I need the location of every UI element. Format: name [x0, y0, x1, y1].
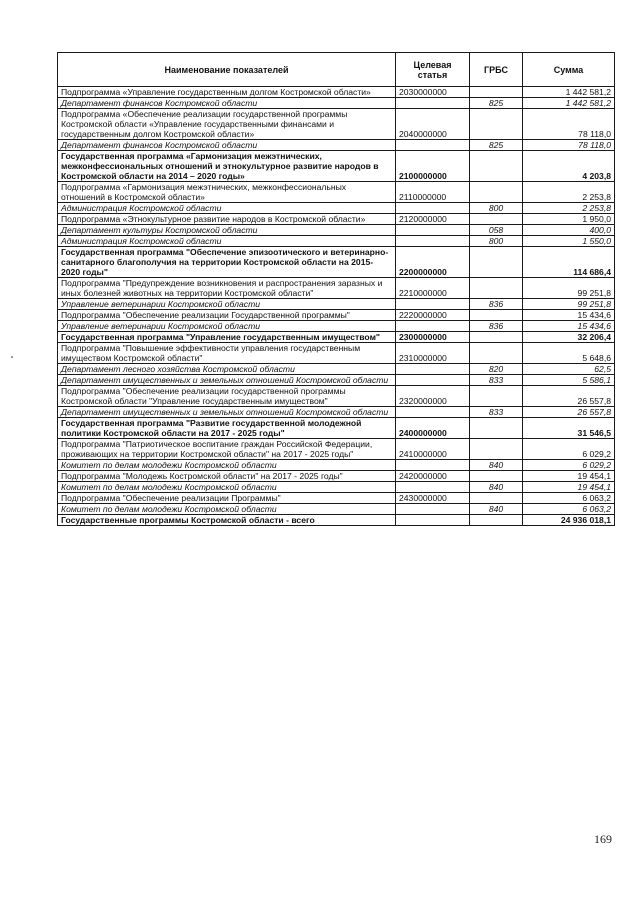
table-row: [58, 247, 615, 278]
row-grbs: [470, 182, 523, 203]
row-sum: 62,5: [523, 364, 615, 375]
row-grbs: 840: [470, 460, 523, 471]
table-row: [58, 310, 615, 321]
table-row: [58, 515, 615, 526]
row-name: Департамент культуры Костромской области: [58, 225, 396, 236]
scan-speck: [11, 356, 13, 358]
row-sum: 1 950,0: [523, 214, 615, 225]
row-name: Государственная программа «Гармонизация межэтнических, межконфессиональных отношений и этнокультурное развитие народов в Костромской области на 2014 – 2020 годы»: [58, 151, 396, 182]
row-target-article: [396, 407, 470, 418]
row-grbs: [470, 151, 523, 182]
table-row: [58, 214, 615, 225]
row-name: Государственная программа "Управление государственным имуществом": [58, 332, 396, 343]
row-grbs: [470, 493, 523, 504]
table-row: [58, 140, 615, 151]
row-target-article: [396, 460, 470, 471]
row-sum: 6 063,2: [523, 493, 615, 504]
row-target-article: 2120000000: [396, 214, 470, 225]
row-sum: 6 063,2: [523, 504, 615, 515]
row-target-article: [396, 321, 470, 332]
row-target-article: [396, 364, 470, 375]
row-target-article: 2210000000: [396, 278, 470, 299]
row-target-article: [396, 482, 470, 493]
table-row: [58, 364, 615, 375]
table-row: [58, 299, 615, 310]
row-target-article: 2300000000: [396, 332, 470, 343]
row-name: Департамент финансов Костромской области: [58, 98, 396, 109]
row-sum: 78 118,0: [523, 109, 615, 140]
row-sum: 4 203,8: [523, 151, 615, 182]
row-grbs: [470, 87, 523, 98]
row-grbs: [470, 471, 523, 482]
row-target-article: [396, 98, 470, 109]
row-grbs: 833: [470, 375, 523, 386]
table-row: [58, 471, 615, 482]
header-grbs: ГРБС: [470, 53, 523, 87]
row-sum: 99 251,8: [523, 299, 615, 310]
row-target-article: 2310000000: [396, 343, 470, 364]
header-name: Наименование показателей: [58, 53, 396, 87]
table-row: [58, 332, 615, 343]
row-sum: 6 029,2: [523, 439, 615, 460]
table-row: [58, 109, 615, 140]
budget-table: [57, 52, 615, 526]
table-row: [58, 278, 615, 299]
table-row: [58, 321, 615, 332]
row-grbs: 836: [470, 299, 523, 310]
row-sum: 26 557,8: [523, 386, 615, 407]
table-row: [58, 386, 615, 407]
row-grbs: [470, 343, 523, 364]
row-name: Государственная программа "Развитие государственной молодежной политики Костромской области на 2017 - 2025 годы": [58, 418, 396, 439]
row-target-article: 2320000000: [396, 386, 470, 407]
row-sum: 78 118,0: [523, 140, 615, 151]
row-grbs: 820: [470, 364, 523, 375]
row-name: Подпрограмма «Обеспечение реализации государственной программы Костромской области «Управление государственными финансами и государственным долгом Костромской области»: [58, 109, 396, 140]
row-sum: 1 442 581,2: [523, 98, 615, 109]
table-row: [58, 375, 615, 386]
row-sum: 1 442 581,2: [523, 87, 615, 98]
row-grbs: 840: [470, 504, 523, 515]
row-name: Комитет по делам молодежи Костромской области: [58, 504, 396, 515]
row-name: Администрация Костромской области: [58, 236, 396, 247]
row-name: Подпрограмма "Обеспечение реализации Программы": [58, 493, 396, 504]
table-row: [58, 407, 615, 418]
row-grbs: [470, 278, 523, 299]
row-target-article: 2200000000: [396, 247, 470, 278]
row-name: Департамент имущественных и земельных отношений Костромской области: [58, 407, 396, 418]
row-name: Подпрограмма "Молодежь Костромской области" на 2017 - 2025 годы": [58, 471, 396, 482]
row-target-article: [396, 203, 470, 214]
row-grbs: 833: [470, 407, 523, 418]
row-grbs: [470, 310, 523, 321]
row-sum: 1 550,0: [523, 236, 615, 247]
row-target-article: [396, 299, 470, 310]
row-name: Государственные программы Костромской области - всего: [58, 515, 396, 526]
row-target-article: [396, 375, 470, 386]
table-row: [58, 418, 615, 439]
row-grbs: 058: [470, 225, 523, 236]
row-sum: 5 648,6: [523, 343, 615, 364]
row-sum: 19 454,1: [523, 482, 615, 493]
table-row: [58, 87, 615, 98]
row-name: Подпрограмма «Гармонизация межэтнических, межконфессиональных отношений в Костромской области»: [58, 182, 396, 203]
row-sum: 32 206,4: [523, 332, 615, 343]
row-target-article: [396, 504, 470, 515]
row-target-article: 2100000000: [396, 151, 470, 182]
row-sum: 400,0: [523, 225, 615, 236]
row-name: Подпрограмма "Патриотическое воспитание граждан Российской Федерации, проживающих на территории Костромской области" на 2017 - 2025 годы": [58, 439, 396, 460]
row-grbs: 800: [470, 203, 523, 214]
row-target-article: 2430000000: [396, 493, 470, 504]
row-target-article: [396, 236, 470, 247]
row-target-article: [396, 140, 470, 151]
row-target-article: 2220000000: [396, 310, 470, 321]
row-name: Подпрограмма «Этнокультурное развитие народов в Костромской области»: [58, 214, 396, 225]
row-sum: 99 251,8: [523, 278, 615, 299]
table-body: [58, 87, 615, 526]
row-name: Подпрограмма "Предупреждение возникновения и распространения заразных и иных болезней животных на территории Костромской области": [58, 278, 396, 299]
table-row: [58, 460, 615, 471]
row-name: Подпрограмма "Обеспечение реализации государственной программы Костромской области "Управление государственным имуществом": [58, 386, 396, 407]
table-row: [58, 439, 615, 460]
row-sum: 114 686,4: [523, 247, 615, 278]
row-grbs: [470, 386, 523, 407]
table-row: [58, 482, 615, 493]
row-sum: 26 557,8: [523, 407, 615, 418]
row-target-article: 2040000000: [396, 109, 470, 140]
row-grbs: [470, 515, 523, 526]
row-grbs: 825: [470, 98, 523, 109]
row-name: Комитет по делам молодежи Костромской области: [58, 482, 396, 493]
row-grbs: [470, 418, 523, 439]
row-name: Комитет по делам молодежи Костромской области: [58, 460, 396, 471]
row-sum: 2 253,8: [523, 203, 615, 214]
row-name: Управление ветеринарии Костромской области: [58, 321, 396, 332]
row-target-article: [396, 515, 470, 526]
table-header-row: [58, 53, 615, 87]
row-sum: 19 454,1: [523, 471, 615, 482]
table-row: [58, 182, 615, 203]
row-target-article: 2410000000: [396, 439, 470, 460]
table-row: [58, 151, 615, 182]
row-name: Департамент финансов Костромской области: [58, 140, 396, 151]
header-sum: Сумма: [523, 53, 615, 87]
table-row: [58, 343, 615, 364]
row-sum: 31 546,5: [523, 418, 615, 439]
row-name: Департамент лесного хозяйства Костромской области: [58, 364, 396, 375]
row-name: Подпрограмма «Управление государственным долгом Костромской области»: [58, 87, 396, 98]
row-sum: 6 029,2: [523, 460, 615, 471]
header-target-article: Целевая статья: [396, 53, 470, 87]
row-target-article: 2400000000: [396, 418, 470, 439]
row-target-article: 2030000000: [396, 87, 470, 98]
row-sum: 2 253,8: [523, 182, 615, 203]
row-name: Подпрограмма "Повышение эффективности управления государственным имуществом Костромской области": [58, 343, 396, 364]
row-target-article: 2420000000: [396, 471, 470, 482]
row-grbs: [470, 109, 523, 140]
table-row: [58, 98, 615, 109]
row-sum: 15 434,6: [523, 321, 615, 332]
row-sum: 24 936 018,1: [523, 515, 615, 526]
table-row: [58, 236, 615, 247]
row-name: Управление ветеринарии Костромской области: [58, 299, 396, 310]
budget-sheet: [57, 52, 614, 526]
row-grbs: 836: [470, 321, 523, 332]
row-grbs: 840: [470, 482, 523, 493]
row-grbs: [470, 439, 523, 460]
row-name: Департамент имущественных и земельных отношений Костромской области: [58, 375, 396, 386]
row-name: Государственная программа "Обеспечение эпизоотического и ветеринарно-санитарного благополучия на территории Костромской области на 2015-2020 годы": [58, 247, 396, 278]
table-row: [58, 504, 615, 515]
row-name: Подпрограмма "Обеспечение реализации Государственной программы": [58, 310, 396, 321]
table-row: [58, 225, 615, 236]
row-sum: 15 434,6: [523, 310, 615, 321]
row-target-article: [396, 225, 470, 236]
row-name: Администрация Костромской области: [58, 203, 396, 214]
row-grbs: 825: [470, 140, 523, 151]
row-grbs: 800: [470, 236, 523, 247]
row-grbs: [470, 332, 523, 343]
page-number: 169: [594, 832, 612, 846]
table-row: [58, 493, 615, 504]
row-grbs: [470, 247, 523, 278]
table-row: [58, 203, 615, 214]
row-sum: 5 586,1: [523, 375, 615, 386]
row-grbs: [470, 214, 523, 225]
row-target-article: 2110000000: [396, 182, 470, 203]
